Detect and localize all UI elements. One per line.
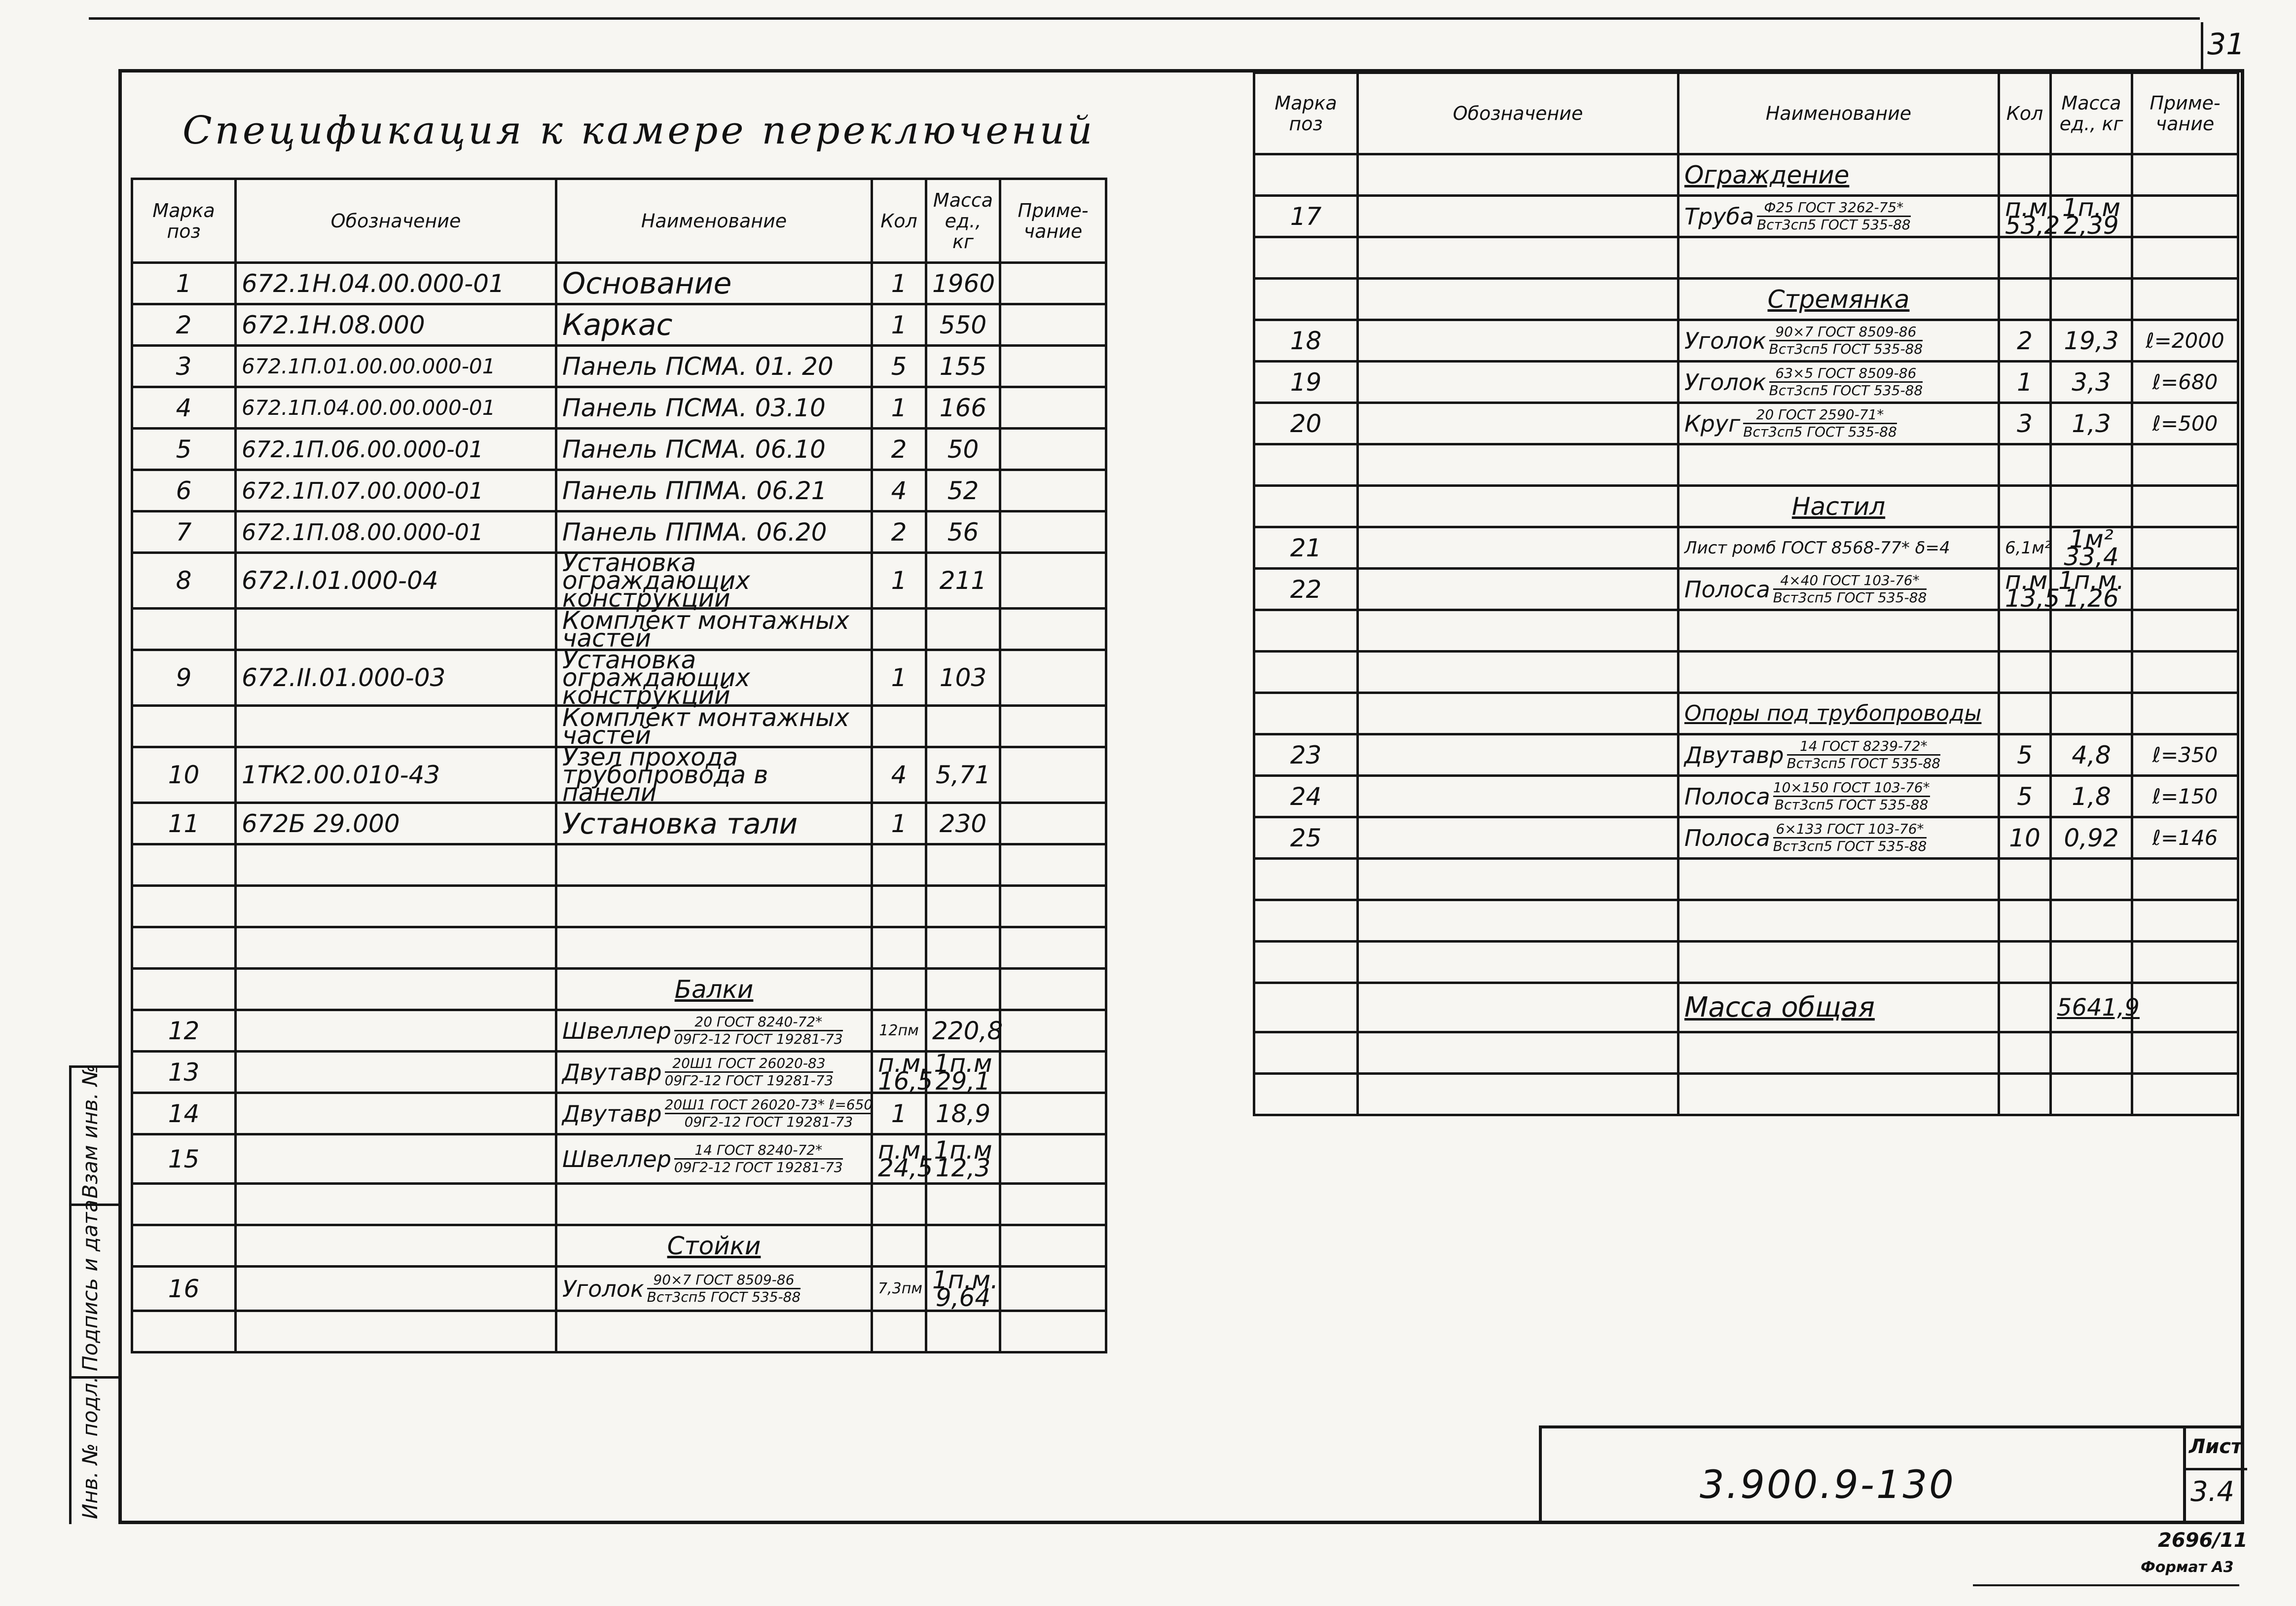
row-note [1000,706,1106,747]
row-name: Уголок [1684,368,1766,396]
sheet-number: 31 [2207,27,2245,62]
ladder-section-title: Стремянка [1678,279,1999,320]
row-qty: 2 [872,511,926,553]
row-qty: 2 [872,429,926,470]
row-mass: 0,92 [2051,817,2132,859]
section-row [1254,154,2238,196]
row-mark: 5 [132,429,236,470]
row-designation: 672.1П.06.00.000-01 [236,429,556,470]
left-spec-table [131,178,1107,1353]
table-row [132,1267,1106,1311]
sheet-cell-divider [2183,1428,2186,1521]
row-name: Панель ППМА. 06.20 [556,511,872,553]
row-mass: 52 [926,470,1000,511]
row-designation: 672.1П.01.00.00.000-01 [236,346,556,387]
row-mass: 103 [926,650,1000,706]
row-name: Установка ограждающих конструкций [556,553,872,609]
sheet-value: 3.4 [2190,1476,2235,1508]
sheet-label: Лист [2189,1435,2243,1458]
row-mark: 22 [1254,569,1358,610]
row-designation [236,609,556,650]
row-name: Установка тали [556,803,872,844]
empty-row [132,844,1106,886]
row-qty: 2 [1999,320,2051,362]
header-mass: Масса ед., кг [2051,73,2132,154]
row-designation: 672.1Н.04.00.000-01 [236,263,556,304]
row-name: Комплект монтажных частей [556,706,872,747]
row-note [1000,346,1106,387]
row-mass: 1п.м 2,39 [2051,196,2132,237]
table-row [1254,817,2238,859]
row-designation: 672.1П.08.00.000-01 [236,511,556,553]
header-mark: Марка поз [1254,73,1358,154]
row-qty: п.м 53,2 [1999,196,2051,237]
row-steel: Вст3сп5 ГОСТ 535-88 [1786,755,1941,771]
row-designation: 672.1Н.08.000 [236,304,556,346]
row-profile: 14 ГОСТ 8239-72* [1787,738,1941,756]
table-row [1254,196,2238,237]
total-row [1254,983,2238,1032]
empty-row [132,1184,1106,1225]
drawing-code: 3.900.9-130 [1700,1463,1956,1507]
posts-section-row [132,1225,1106,1267]
side-label-inventory: Инв. № подл. [78,1376,102,1519]
row-name: Труба [1684,203,1754,230]
row-name: Двутавр [562,1100,662,1127]
row-mark: 23 [1254,734,1358,776]
archive-number: 2696/11 [2158,1529,2248,1552]
empty-row [1254,237,2238,279]
row-name: Полоса [1684,783,1770,810]
row-mark: 12 [132,1010,236,1052]
empty-row [1254,444,2238,486]
row-qty: 4 [872,747,926,803]
row-mark [132,706,236,747]
row-mass: 56 [926,511,1000,553]
table-row [1254,734,2238,776]
empty-row [132,1311,1106,1352]
table-row [132,1093,1106,1134]
row-profile: 10×150 ГОСТ 103-76* [1773,780,1930,797]
table-row [132,387,1106,429]
table-row [132,346,1106,387]
row-mass: 550 [926,304,1000,346]
row-qty [872,706,926,747]
beams-section-row [132,969,1106,1010]
table-row [132,747,1106,803]
empty-row [132,927,1106,969]
section-row [1254,279,2238,320]
row-designation: 672.1П.07.00.000-01 [236,470,556,511]
row-steel: Вст3сп5 ГОСТ 535-88 [1757,217,1911,233]
row-mark: 18 [1254,320,1358,362]
row-profile: 6×133 ГОСТ 103-76* [1773,821,1927,839]
table-row [132,650,1106,706]
row-mass [926,706,1000,747]
row-mass [926,609,1000,650]
header-designation: Обозначение [236,179,556,263]
row-name: Панель ПСМА. 03.10 [556,387,872,429]
row-qty: 1 [872,803,926,844]
row-mass: 1п.м. 1,26 [2051,569,2132,610]
row-note [1000,609,1106,650]
row-qty: 1 [872,1093,926,1134]
row-qty: 1 [872,650,926,706]
row-designation: 672.I.01.000-04 [236,553,556,609]
row-qty: 5 [1999,734,2051,776]
row-mark: 9 [132,650,236,706]
row-note [1000,511,1106,553]
row-note [1000,803,1106,844]
empty-row [132,886,1106,927]
row-qty: 12пм [872,1010,926,1052]
row-mark: 21 [1254,527,1358,569]
table-row [132,803,1106,844]
row-mass: 1м² 33,4 [2051,527,2132,569]
row-mark: 8 [132,553,236,609]
row-mass: 3,3 [2051,362,2132,403]
row-mass: 155 [926,346,1000,387]
row-note [1000,429,1106,470]
format-label: Формат А3 [2141,1559,2234,1576]
header-name: Наименование [556,179,872,263]
row-mark: 13 [132,1052,236,1093]
row-qty: 1 [872,263,926,304]
empty-row [1254,859,2238,900]
row-qty: 5 [872,346,926,387]
row-note [2132,527,2238,569]
row-steel: 09Г2-12 ГОСТ 19281-73 [664,1072,834,1089]
row-designation: 672.1П.04.00.00.000-01 [236,387,556,429]
table-row [132,609,1106,650]
row-mass: 220,8 [926,1010,1000,1052]
fence-section-title: Ограждение [1678,154,1999,196]
row-name: Полоса [1684,824,1770,851]
table-row [132,706,1106,747]
row-note [1000,304,1106,346]
header-mass: Масса ед., кг [926,179,1000,263]
row-mark: 2 [132,304,236,346]
table-row [132,429,1106,470]
side-label-signature: Подпись и дата [78,1200,102,1371]
row-profile: Ф25 ГОСТ 3262-75* [1757,200,1911,217]
page-title: Спецификация к камере переключений [182,109,1095,153]
row-mass: 4,8 [2051,734,2132,776]
row-profile: 14 ГОСТ 8240-72* [674,1142,843,1160]
row-qty: 10 [1999,817,2051,859]
posts-section-title: Стойки [556,1225,872,1267]
row-name: Узел прохода трубопровода в панели [556,747,872,803]
side-strip-line [69,1065,72,1524]
row-note: ℓ=350 [2132,734,2238,776]
total-label: Масса общая [1678,983,1999,1032]
sheet-number-box-left [2201,22,2203,69]
section-row [1254,486,2238,527]
row-steel: 09Г2-12 ГОСТ 19281-73 [674,1159,843,1175]
empty-row [1254,652,2238,693]
row-note [2132,196,2238,237]
table-row [1254,403,2238,444]
row-qty: 4 [872,470,926,511]
table-row [132,1010,1106,1052]
row-mass: 1п.м 29,1 [926,1052,1000,1093]
row-steel: Вст3сп5 ГОСТ 535-88 [1774,797,1929,813]
right-header-row [1254,73,2238,154]
supports-section-title: Опоры под трубопроводы [1678,693,1999,734]
row-mark: 25 [1254,817,1358,859]
row-note: ℓ=680 [2132,362,2238,403]
row-note [2132,569,2238,610]
row-steel: Вст3сп5 ГОСТ 535-88 [1773,838,1927,854]
row-mark: 1 [132,263,236,304]
empty-row [1254,942,2238,983]
empty-row [1254,900,2238,942]
row-steel: Вст3сп5 ГОСТ 535-88 [1769,341,1923,357]
row-steel: Вст3сп5 ГОСТ 535-88 [647,1289,801,1305]
table-row [1254,569,2238,610]
beams-section-title: Балки [556,969,872,1010]
deck-section-title: Настил [1678,486,1999,527]
row-mark: 6 [132,470,236,511]
header-designation: Обозначение [1358,73,1678,154]
header-qty: Кол [872,179,926,263]
table-row [132,553,1106,609]
row-mass: 19,3 [2051,320,2132,362]
row-qty: 1 [1999,362,2051,403]
row-designation: 672Б 29.000 [236,803,556,844]
row-mark: 15 [132,1134,236,1184]
row-profile: 90×7 ГОСТ 8509-86 [1769,324,1923,341]
table-row [1254,776,2238,817]
table-row [1254,320,2238,362]
row-profile: 90×7 ГОСТ 8509-86 [647,1272,801,1289]
header-qty: Кол [1999,73,2051,154]
row-qty: п.м. 24,5 [872,1134,926,1184]
header-name: Наименование [1678,73,1999,154]
row-steel: Вст3сп5 ГОСТ 535-88 [1773,589,1927,606]
row-designation [236,706,556,747]
row-steel: Вст3сп5 ГОСТ 535-88 [1743,424,1897,440]
row-note [1000,747,1106,803]
left-header-row [132,179,1106,263]
right-spec-table [1253,72,2239,1116]
header-mark: Марка поз [132,179,236,263]
row-steel: 09Г2-12 ГОСТ 19281-73 [684,1114,853,1130]
header-note: Приме-чание [2132,73,2238,154]
title-block [1539,1425,2244,1524]
row-name: Лист ромб ГОСТ 8568-77* δ=4 [1678,527,1999,569]
row-mass: 1п.м. 9,64 [926,1267,1000,1311]
table-row [132,1134,1106,1184]
row-note: ℓ=2000 [2132,320,2238,362]
sheet-cell-hdivider [2183,1468,2247,1470]
row-name: Каркас [556,304,872,346]
empty-row [1254,1074,2238,1115]
row-qty: 7,3пм [872,1267,926,1311]
row-profile: 20 ГОСТ 8240-72* [674,1014,843,1031]
row-mark: 14 [132,1093,236,1134]
table-row [132,1052,1106,1093]
row-qty: 6,1м² [1999,527,2051,569]
row-mark: 19 [1254,362,1358,403]
row-mark: 17 [1254,196,1358,237]
row-designation: 672.II.01.000-03 [236,650,556,706]
row-name: Полоса [1684,576,1770,603]
header-note: Приме-чание [1000,179,1106,263]
row-name: Комплект монтажных частей [556,609,872,650]
table-row [1254,527,2238,569]
row-mark: 11 [132,803,236,844]
format-underline [1973,1584,2239,1586]
row-mass: 166 [926,387,1000,429]
row-profile: 20 ГОСТ 2590-71* [1743,407,1897,424]
row-steel: Вст3сп5 ГОСТ 535-88 [1769,382,1923,399]
row-name: Круг [1684,410,1741,437]
row-mark: 7 [132,511,236,553]
empty-row [1254,1032,2238,1074]
row-mass: 50 [926,429,1000,470]
row-mark: 20 [1254,403,1358,444]
row-mark: 3 [132,346,236,387]
table-row [1254,362,2238,403]
row-mark [132,609,236,650]
row-name: Панель ППМА. 06.21 [556,470,872,511]
table-row [132,263,1106,304]
row-note: ℓ=150 [2132,776,2238,817]
row-mass: 1960 [926,263,1000,304]
row-mark: 24 [1254,776,1358,817]
row-note [1000,470,1106,511]
table-row [132,304,1106,346]
row-name: Панель ПСМА. 01. 20 [556,346,872,387]
row-mark: 4 [132,387,236,429]
side-label-replacement: Взам инв. № [78,1064,102,1199]
row-mass: 1п.м 12,3 [926,1134,1000,1184]
row-note: ℓ=500 [2132,403,2238,444]
row-mass: 1,8 [2051,776,2132,817]
total-value: 5641,9 [2051,983,2132,1032]
row-name: Швеллер [562,1145,671,1172]
empty-row [1254,610,2238,652]
row-qty: 1 [872,553,926,609]
row-name: Швеллер [562,1017,671,1044]
table-row [132,470,1106,511]
row-name: Двутавр [562,1058,662,1086]
table-row [132,511,1106,553]
row-qty: 1 [872,387,926,429]
row-qty: 3 [1999,403,2051,444]
row-name: Уголок [562,1275,644,1302]
row-name: Основание [556,263,872,304]
row-mass: 18,9 [926,1093,1000,1134]
row-profile: 4×40 ГОСТ 103-76* [1773,573,1927,590]
row-mark: 10 [132,747,236,803]
row-note [1000,263,1106,304]
row-qty: 5 [1999,776,2051,817]
row-note: ℓ=146 [2132,817,2238,859]
row-mass: 5,71 [926,747,1000,803]
row-designation: 1ТК2.00.010-43 [236,747,556,803]
row-qty: п.м 13,5 [1999,569,2051,610]
row-note [1000,387,1106,429]
row-mass: 1,3 [2051,403,2132,444]
row-steel: 09Г2-12 ГОСТ 19281-73 [674,1031,843,1047]
row-mark: 16 [132,1267,236,1311]
row-mass: 230 [926,803,1000,844]
row-profile: 63×5 ГОСТ 8509-86 [1769,365,1923,383]
row-qty: 1 [872,304,926,346]
row-profile: 20Ш1 ГОСТ 26020-73* ℓ=650 [665,1097,873,1114]
row-qty: п.м. 16,5 [872,1052,926,1093]
row-qty [872,609,926,650]
row-note [1000,553,1106,609]
section-row [1254,693,2238,734]
top-frame-line [89,17,2200,20]
row-profile: 20Ш1 ГОСТ 26020-83 [665,1056,834,1073]
row-name: Установка ограждающих конструкций [556,650,872,706]
row-note [1000,650,1106,706]
row-mass: 211 [926,553,1000,609]
row-name: Панель ПСМА. 06.10 [556,429,872,470]
row-name: Уголок [1684,327,1766,354]
row-name: Двутавр [1684,741,1784,768]
